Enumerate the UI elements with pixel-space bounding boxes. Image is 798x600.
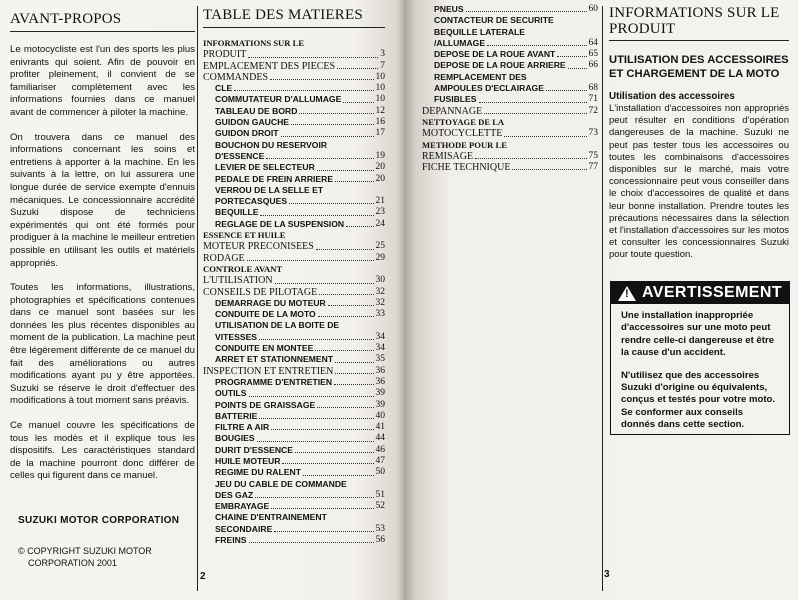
page-number: 2 — [200, 571, 206, 582]
toc-entry — [203, 456, 385, 467]
toc-entry-page: 10 — [375, 94, 385, 105]
toc-entry-page: 33 — [375, 309, 385, 320]
toc-entry-page: 64 — [588, 37, 598, 48]
toc-entry — [422, 151, 598, 162]
toc-leader-dots — [316, 249, 374, 250]
toc-entry-label: PEDALE DE FREIN ARRIERE — [215, 173, 334, 184]
toc-entry-page: 72 — [588, 105, 598, 116]
section-heading: Utilisation des accessoires — [609, 91, 735, 102]
toc-entry — [203, 117, 385, 128]
toc-entry — [203, 49, 385, 60]
toc-entry-label: PORTECASQUES — [215, 196, 288, 207]
toc-entry — [203, 343, 385, 354]
toc-leader-dots — [249, 396, 374, 397]
toc-entry-page: 20 — [375, 162, 385, 173]
toc-entry-page: 36 — [375, 376, 385, 387]
toc-entry-page: 34 — [375, 331, 385, 342]
toc-entry-label: FREINS — [215, 535, 247, 546]
toc-entry — [203, 445, 385, 456]
section-subtitle: UTILISATION DES ACCESSOIRES ET CHARGEMENT DE LA MOTO — [609, 54, 789, 80]
toc-entry-label: BEQUILLE — [215, 207, 259, 218]
toc-leader-dots — [335, 181, 373, 182]
toc-leader-dots — [487, 45, 586, 46]
toc-entry-label: AMPOULES D'ECLAIRAGE — [434, 83, 544, 94]
divider — [203, 27, 385, 28]
toc-entry — [203, 433, 385, 444]
toc-entry-page: 24 — [375, 218, 385, 229]
toc-entry-page: 23 — [375, 207, 385, 218]
toc-entry — [203, 275, 385, 286]
toc-entry — [422, 38, 598, 49]
toc-entry-label: BATTERIE — [215, 410, 258, 421]
toc-entry — [203, 287, 385, 298]
toc-entry — [422, 83, 598, 94]
toc-entry — [203, 501, 385, 512]
product-info-title: INFORMATIONS SUR LE PRODUIT — [609, 5, 780, 37]
toc-entry — [203, 128, 385, 139]
toc-entry-label: EMPLACEMENT DES PIECES — [203, 60, 336, 72]
toc-entry-label: PROGRAMME D'ENTRETIEN — [215, 376, 333, 387]
toc-entry-label: INSPECTION ET ENTRETIEN — [203, 365, 334, 377]
toc-entry-page: 20 — [375, 173, 385, 184]
toc-leader-dots — [259, 418, 373, 419]
toc-entry-label: REGIME DU RALENT — [215, 467, 301, 478]
toc-entry-label: TABLEAU DE BORD — [215, 105, 298, 116]
toc-leader-dots — [282, 463, 373, 464]
toc-leader-dots — [315, 350, 373, 351]
warning-triangle-icon: ! — [618, 286, 636, 301]
toc-leader-dots — [335, 362, 373, 363]
toc-entry-label: METHODE POUR LE — [422, 139, 507, 150]
toc-entry-label: DEPANNAGE — [422, 105, 483, 117]
toc-entry-label: D'ESSENCE — [215, 150, 265, 161]
toc-entry-label: OUTILS — [215, 388, 247, 399]
toc-leader-dots — [317, 170, 374, 171]
toc-entry-page: 32 — [375, 286, 385, 297]
toc-entry — [203, 377, 385, 388]
toc-entry-page: 66 — [588, 60, 598, 71]
toc-entry-page: 77 — [588, 162, 598, 173]
toc-entry — [203, 72, 385, 83]
toc-leader-dots — [234, 90, 373, 91]
toc-leader-dots — [299, 113, 373, 114]
toc-entry-label: HUILE MOTEUR — [215, 455, 281, 466]
toc-leader-dots — [337, 68, 378, 69]
toc-entry-label: NETTOYAGE DE LA — [422, 116, 505, 127]
toc-list — [422, 4, 598, 173]
toc-continued-column — [422, 0, 598, 173]
column-divider — [197, 6, 198, 591]
toc-entry — [203, 479, 385, 490]
toc-entry — [203, 94, 385, 105]
toc-entry — [422, 162, 598, 173]
toc-entry — [203, 83, 385, 94]
toc-entry-label: CONDUITE DE LA MOTO — [215, 309, 316, 320]
toc-entry — [203, 264, 385, 275]
toc-entry-label: MOTEUR PRECONISEES — [203, 241, 314, 253]
toc-entry-label: BOUCHON DU RESERVOIR — [215, 139, 328, 150]
column-divider — [602, 6, 603, 591]
toc-leader-dots — [343, 102, 373, 103]
toc-entry — [203, 354, 385, 365]
toc-entry-label: CLE — [215, 83, 233, 94]
toc-entry — [203, 151, 385, 162]
toc-entry-label: JEU DU CABLE DE COMMANDE — [215, 478, 347, 489]
toc-leader-dots — [248, 57, 378, 58]
toc-leader-dots — [295, 452, 374, 453]
toc-entry — [203, 320, 385, 331]
toc-leader-dots — [266, 158, 373, 159]
toc-entry-label: POINTS DE GRAISSAGE — [215, 399, 316, 410]
warning-box — [610, 281, 790, 435]
toc-entry-label: PNEUS — [434, 4, 464, 14]
toc-entry-label: DURIT D'ESSENCE — [215, 444, 293, 455]
toc-entry-label: CONTACTEUR DE SECURITE — [434, 15, 554, 26]
toc-entry — [203, 309, 385, 320]
toc-entry-label: COMMUTATEUR D'ALLUMAGE — [215, 94, 342, 105]
toc-entry — [422, 140, 598, 151]
toc-leader-dots — [275, 283, 374, 284]
toc-entry — [203, 219, 385, 230]
avant-propos-column — [10, 0, 195, 495]
toc-entry-label: VITESSES — [215, 331, 258, 342]
toc-entry — [203, 207, 385, 218]
toc-entry — [203, 524, 385, 535]
toc-column — [203, 0, 385, 546]
toc-entry-page: 17 — [375, 128, 385, 139]
toc-entry — [422, 128, 598, 139]
toc-leader-dots — [291, 124, 373, 125]
paragraph: L'installation d'accessoires non appropriés peut résulter en conditions d'opération dangereuses de la machine. Suzuki ne peut pas tester tous les accessoires ou toutes les combinaisons d'accessoires disponibles sur le marché, mais votre concessionnaire peut vous conseiller dans le choix d'accessoires de qualité et dans leur bonne installation. Prendre toutes les précautions nécessaires dans la sélection et l'installation d'accessoires sur les motos et consulter les concessionnaires Suzuki pour toute question. — [609, 103, 789, 261]
toc-leader-dots — [270, 79, 373, 80]
warning-text: Une installation inappropriée d'accessoires sur une moto peut rendre celle-ci dangereuse et être la cause d'un accident. — [621, 310, 775, 359]
toc-entry — [422, 15, 598, 26]
toc-leader-dots — [512, 169, 586, 170]
toc-entry-page: 68 — [588, 83, 598, 94]
toc-entry-label: COMMANDES — [203, 71, 269, 83]
toc-entry-label: CONSEILS DE PILOTAGE — [203, 286, 318, 298]
toc-leader-dots — [504, 136, 586, 137]
toc-entry-page: 16 — [375, 117, 385, 128]
toc-entry-label: CHAINE D'ENTRAINEMENT — [215, 512, 327, 523]
toc-leader-dots — [319, 294, 373, 295]
toc-entry — [203, 490, 385, 501]
toc-entry-page: 40 — [375, 410, 385, 421]
toc-entry — [203, 140, 385, 151]
toc-entry-label: /ALLUMAGE — [434, 37, 486, 48]
toc-entry — [203, 332, 385, 343]
toc-entry — [203, 298, 385, 309]
toc-entry-page: 53 — [375, 523, 385, 534]
toc-leader-dots — [249, 542, 374, 543]
avant-propos-title: AVANT-PROPOS — [10, 11, 122, 27]
toc-entry-page: 19 — [375, 150, 385, 161]
toc-entry-page: 52 — [375, 501, 385, 512]
toc-entry-label: CONDUITE EN MONTEE — [215, 343, 314, 354]
toc-entry-label: DEPOSE DE LA ROUE AVANT — [434, 49, 556, 60]
toc-leader-dots — [334, 384, 373, 385]
toc-entry-page: 60 — [588, 4, 598, 14]
toc-entry — [203, 253, 385, 264]
toc-entry-label: CONTROLE AVANT — [203, 263, 283, 274]
toc-entry — [203, 61, 385, 72]
toc-entry-label: FUSIBLES — [434, 94, 477, 105]
toc-leader-dots — [466, 11, 587, 12]
toc-entry — [422, 49, 598, 60]
toc-entry-page: 65 — [588, 49, 598, 60]
product-info-column — [609, 0, 789, 274]
toc-entry-page: 56 — [375, 535, 385, 546]
toc-entry-label: GUIDON GAUCHE — [215, 117, 290, 128]
toc-entry — [203, 241, 385, 252]
toc-entry-page: 3 — [380, 49, 385, 60]
toc-leader-dots — [479, 102, 587, 103]
toc-entry — [203, 230, 385, 241]
paragraph: Toutes les informations, illustrations, photographies et spécifications contenues dans ce manuel sont basées sur les données les plus récentes disponibles au moment de la publication. La machine peut être légèrement différente de ce manuel du fait des améliorations ou autres modifications ayant pu y être apportées. Suzuki se réserve le droit d'effectuer des modifications à tout moment sans préavis. — [10, 282, 195, 407]
toc-entry-page: 21 — [375, 196, 385, 207]
toc-entry-page: 34 — [375, 343, 385, 354]
toc-leader-dots — [568, 68, 587, 69]
warning-label: AVERTISSEMENT — [641, 284, 783, 301]
corporation-name: SUZUKI MOTOR CORPORATION — [18, 515, 180, 526]
toc-entry-page: 25 — [375, 241, 385, 252]
toc-entry-label: BEQUILLE LATERALE — [434, 26, 526, 37]
toc-leader-dots — [475, 158, 586, 159]
toc-entry-label: ESSENCE ET HUILE — [203, 230, 286, 241]
warning-header — [611, 282, 789, 304]
toc-entry — [422, 106, 598, 117]
toc-entry-label: EMBRAYAGE — [215, 501, 270, 512]
toc-entry-label: DEMARRAGE DU MOTEUR — [215, 297, 326, 308]
toc-entry — [422, 72, 598, 83]
toc-entry — [422, 27, 598, 38]
toc-entry — [203, 535, 385, 546]
toc-entry — [203, 185, 385, 196]
toc-entry — [422, 60, 598, 71]
toc-entry-label: ARRET ET STATIONNEMENT — [215, 354, 334, 365]
toc-entry — [422, 4, 598, 15]
copyright: © COPYRIGHT SUZUKI MOTOR CORPORATION 2001 — [18, 546, 152, 568]
toc-entry-page: 7 — [380, 60, 385, 71]
toc-leader-dots — [557, 56, 586, 57]
toc-entry — [203, 512, 385, 523]
toc-leader-dots — [259, 339, 373, 340]
toc-entry-label: LEVIER DE SELECTEUR — [215, 162, 315, 173]
toc-entry — [203, 174, 385, 185]
toc-entry-page: 46 — [375, 444, 385, 455]
toc-entry-label: REMPLACEMENT DES — [434, 71, 527, 82]
toc-entry-label: DES GAZ — [215, 489, 254, 500]
toc-entry-page: 50 — [375, 467, 385, 478]
toc-leader-dots — [303, 475, 374, 476]
paragraph: Ce manuel couvre les spécifications de tous les modès et il explique tous les dispositifs. Les caractéristiques standard de la machine pourront donc différer de celles qui figurent dans ce manuel. — [10, 420, 195, 482]
toc-entry — [203, 422, 385, 433]
toc-leader-dots — [317, 407, 373, 408]
toc-entry — [203, 162, 385, 173]
toc-entry — [203, 467, 385, 478]
divider — [10, 31, 195, 32]
toc-entry — [203, 411, 385, 422]
toc-leader-dots — [274, 531, 373, 532]
toc-entry — [422, 117, 598, 128]
toc-title: TABLE DES MATIERES — [203, 7, 363, 23]
toc-entry — [422, 94, 598, 105]
toc-entry-page: 44 — [375, 433, 385, 444]
toc-entry-label: L'UTILISATION — [203, 275, 273, 287]
toc-entry-page: 47 — [375, 455, 385, 466]
toc-entry — [203, 400, 385, 411]
toc-entry-page: 73 — [588, 128, 598, 139]
paragraph: On trouvera dans ce manuel des informations concernant les soins et entretiens à apporter à la machine. En les suivants à la lettre, on lui assurera une longue durée de service exempte d'ennuis mécaniques. Le concessionnaire accrédité Suzuki dispose de techniciens expérimentés qui ont été formés pour prodiguer à la machine le meilleur entretien possible en utilisant les outils et matériels appropriés. — [10, 131, 195, 269]
toc-entry-page: 10 — [375, 83, 385, 94]
toc-leader-dots — [271, 508, 373, 509]
toc-leader-dots — [247, 260, 374, 261]
right-page — [404, 0, 798, 600]
toc-entry-page: 36 — [375, 365, 385, 376]
toc-entry — [203, 366, 385, 377]
toc-entry-page: 71 — [588, 94, 598, 105]
toc-entry-label: REMISAGE — [422, 150, 474, 162]
toc-entry-page: 12 — [375, 105, 385, 116]
divider — [609, 40, 789, 41]
toc-leader-dots — [281, 136, 374, 137]
toc-leader-dots — [271, 429, 373, 430]
toc-entry-page: 35 — [375, 354, 385, 365]
toc-list — [203, 38, 385, 546]
toc-leader-dots — [335, 373, 373, 374]
toc-leader-dots — [255, 497, 373, 498]
toc-entry-page: 75 — [588, 150, 598, 161]
toc-entry-label: INFORMATIONS SUR LE — [203, 38, 305, 48]
toc-entry-label: VERROU DE LA SELLE ET — [215, 184, 324, 195]
toc-entry-label: BOUGIES — [215, 433, 255, 444]
toc-entry-label: DEPOSE DE LA ROUE ARRIERE — [434, 60, 566, 71]
toc-entry-label: PRODUIT — [203, 49, 247, 61]
toc-entry-page: 10 — [375, 71, 385, 82]
toc-leader-dots — [484, 113, 586, 114]
toc-entry-label: REGLAGE DE LA SUSPENSION — [215, 218, 345, 229]
toc-entry-label: RODAGE — [203, 252, 245, 264]
toc-entry-label: GUIDON DROIT — [215, 128, 279, 139]
toc-entry-page: 32 — [375, 297, 385, 308]
toc-entry-label: MOTOCYCLETTE — [422, 128, 503, 140]
toc-entry-label: FICHE TECHNIQUE — [422, 162, 511, 174]
toc-leader-dots — [318, 316, 374, 317]
toc-entry — [203, 196, 385, 207]
toc-entry — [203, 388, 385, 399]
toc-leader-dots — [546, 90, 587, 91]
toc-entry-page: 30 — [375, 275, 385, 286]
page-number: 3 — [604, 569, 610, 580]
avant-propos-body — [10, 44, 195, 483]
toc-entry — [203, 106, 385, 117]
toc-entry-label: SECONDAIRE — [215, 523, 273, 534]
toc-entry-label: FILTRE A AIR — [215, 422, 270, 433]
warning-text: N'utilisez que des accessoires Suzuki d'origine ou équivalents, conçus et testés pour votre moto. Se conformer aux conseils donnés dans cette section. — [621, 369, 776, 431]
paragraph: Le motocycliste est l'un des sports les plus enivrants qui soient. Afin de pouvoir en profiter pleinement, il convient de se familiariser complètement avec les informations fournies dans ce manuel avant de commencer à piloter la machine. — [10, 44, 195, 118]
toc-entry-page: 39 — [375, 388, 385, 399]
toc-entry-page: 41 — [375, 422, 385, 433]
toc-leader-dots — [328, 305, 374, 306]
toc-leader-dots — [257, 441, 374, 442]
toc-entry-page: 29 — [375, 252, 385, 263]
toc-entry — [203, 38, 385, 49]
toc-entry-label: UTILISATION DE LA BOITE DE — [215, 320, 340, 331]
toc-entry-page: 39 — [375, 399, 385, 410]
toc-leader-dots — [260, 215, 373, 216]
toc-entry-page: 51 — [375, 489, 385, 500]
toc-leader-dots — [346, 226, 373, 227]
toc-leader-dots — [289, 203, 373, 204]
